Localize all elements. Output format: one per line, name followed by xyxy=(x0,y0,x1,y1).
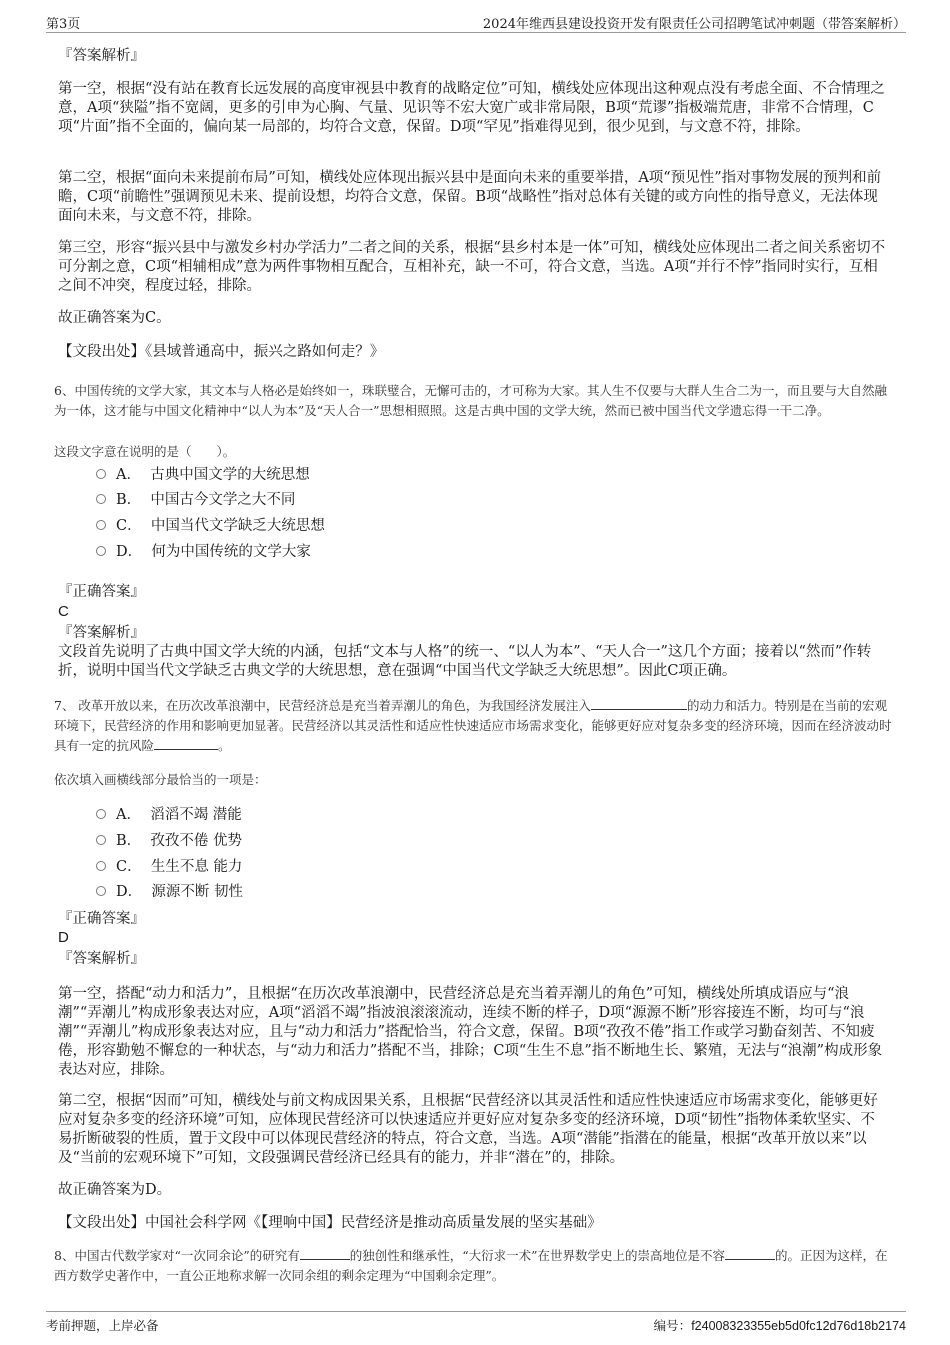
q7-analysis-para2: 第二空，根据“因而”可知，横线处与前文构成因果关系，且根据“民营经济以其灵活性和适应性快速适应市场需求变化，能够更好应对复杂多变的经济环境”可知，应体现民营经济可以快速适应并更好应对复杂多变的经济环境，D项“韧性”指物体柔软坚实、不易折断破裂的性质，置于文段中可以体现民营经济的特点，符合文意，当选。A项“潜能”指潜在的能量，根据“改革开放以来”以及“当前的宏观环境下”可知，文段强调民营经济已经具有的能力，并非“潜在”的，排除。 xyxy=(58,1093,878,1166)
fill-blank-2 xyxy=(154,737,218,750)
radio-button-icon[interactable] xyxy=(96,494,106,504)
document-title: 2024年维西县建设投资开发有限责任公司招聘笔试冲刺题（带答案解析） xyxy=(482,17,906,32)
page-header xyxy=(46,10,906,33)
q7-analysis-para1: 第一空，搭配“动力和活力”，且根据“在历次改革浪潮中，民营经济总是充当着弄潮儿的角色”可知，横线处所填成语应与“浪潮”“弄潮儿”构成形象表达对应，A项“滔滔不竭”指波浪滚滚流动，连续不断的样子，D项“源源不断”形容接连不断，均可与“浪潮”“弄潮儿”构成形象表达对应，且与“动力和活力”搭配恰当，符合文意，保留。B项“孜孜不倦”指工作或学习勤奋刻苦、不知疲倦，形容勤勉不懈怠的一种状态，与“动力和活力”搭配不当，排除；C项“生生不息”指不断地生长、繁殖，无法与“浪潮”构成形象表达对应，排除。 xyxy=(58,986,883,1078)
q7-analysis-label: 『答案解析』 xyxy=(58,951,145,967)
radio-button-icon[interactable] xyxy=(96,886,106,896)
page-footer xyxy=(46,1311,906,1332)
radio-button-icon[interactable] xyxy=(96,809,106,819)
q8-stem: 8、中国古代数学家对“一次同余论”的研究有 的独创性和继承性，“大衍求一术”在世界数学史上的崇高地位是不容 的。正因为这样，在西方数学史著作中，一直公正地称求解一次同余组的剩余定理为“中国剩余定理”。 xyxy=(54,1248,888,1283)
document-code: 编号：f24008323355eb5d0fc12d76d18b2174 xyxy=(653,1318,906,1333)
q5-analysis-para3: 第三空，形容“振兴县中与激发乡村办学活力”二者之间的关系，根据“县乡村本是一体”可知，横线处应体现出二者之间关系密切不可分割之意，C项“相辅相成”意为两件事物相互配合，互相补充，缺一不可，符合文意，当选。A项“并行不悖”指同时实行，互相之间不冲突，程度过轻，排除。 xyxy=(58,240,886,294)
q6-option-a[interactable]: A． 古典中国文学的大统思想 xyxy=(96,465,310,485)
q6-option-b[interactable]: B． 中国古今文学之大不同 xyxy=(96,490,295,510)
q6-option-c[interactable]: C． 中国当代文学缺乏大统思想 xyxy=(96,516,325,536)
q5-source: 【文段出处】《县域普通高中，振兴之路如何走？》 xyxy=(58,344,385,360)
q5-conclusion: 故正确答案为C。 xyxy=(58,310,171,326)
q7-answer: D xyxy=(58,929,69,946)
fill-blank-2 xyxy=(725,1247,775,1260)
q7-option-a[interactable]: A． 滔滔不竭 潜能 xyxy=(96,805,242,825)
radio-button-icon[interactable] xyxy=(96,861,106,871)
q7-option-b[interactable]: B． 孜孜不倦 优势 xyxy=(96,831,242,851)
q7-answer-label: 『正确答案』 xyxy=(58,911,145,927)
q6-prompt: 这段文字意在说明的是（ ）。 xyxy=(54,444,236,459)
footer-slogan: 考前押题，上岸必备 xyxy=(46,1318,159,1333)
fill-blank-1 xyxy=(591,697,687,710)
q7-option-c[interactable]: C． 生生不息 能力 xyxy=(96,857,242,877)
q7-stem: 7、 改革开放以来，在历次改革浪潮中，民营经济总是充当着弄潮儿的角色，为我国经济发展注入 的动力和活力。特别是在当前的宏观环境下，民营经济的作用和影响更加显著。民营经济以其灵活性和适应性快速适应市场需求变化，能够更好应对复杂多变的经济环境，因而在经济波动时具有一定的抗风险 。 xyxy=(54,698,892,753)
page-number: 第3页 xyxy=(46,17,81,32)
q5-analysis-label: 『答案解析』 xyxy=(58,48,145,64)
q6-answer-label: 『正确答案』 xyxy=(58,584,145,600)
q5-analysis-para1: 第一空，根据“没有站在教育长远发展的高度审视县中教育的战略定位”可知，横线处应体现出这种观点没有考虑全面、不合情理之意，A项“狭隘”指不宽阔，更多的引申为心胸、气量、见识等不宏大宽广或非常局限，B项“荒谬”指极端荒唐，非常不合情理，C项“片面”指不全面的，偏向某一局部的，均符合文意，保留。D项“罕见”指难得见到，很少见到，与文意不符，排除。 xyxy=(58,81,885,135)
q5-analysis-para2: 第二空，根据“面向未来提前布局”可知，横线处应体现出振兴县中是面向未来的重要举措，A项“预见性”指对事物发展的预判和前瞻，C项“前瞻性”强调预见未来、提前设想，均符合文意，保留。B项“战略性”指对总体有关键的或方向性的指导意义，无法体现面向未来，与文意不符，排除。 xyxy=(58,170,882,224)
fill-blank-1 xyxy=(300,1247,350,1260)
radio-button-icon[interactable] xyxy=(96,835,106,845)
q6-analysis: 文段首先说明了古典中国文学大统的内涵，包括“文本与人格”的统一、“以人为本”、“天人合一”这几个方面；接着以“然而”作转折，说明中国当代文学缺乏古典文学的大统思想，意在强调“中国当代文学缺乏大统思想”。因此C项正确。 xyxy=(58,644,872,679)
q6-option-d[interactable]: D． 何为中国传统的文学大家 xyxy=(96,542,311,562)
q6-stem: 6、中国传统的文学大家，其文本与人格必是始终如一，珠联璧合，无懈可击的，才可称为大家。其人生不仅要与大群人生合二为一，而且要与大自然融为一体，这才能与中国文化精神中“以人为本”及“天人合一”思想相照照。这是古典中国的文学大统，然而已被中国当代文学遗忘得一干二净。 xyxy=(54,383,887,418)
q7-source: 【文段出处】中国社会科学网《【理响中国】民营经济是推动高质量发展的坚实基础》 xyxy=(58,1215,602,1231)
q6-answer: C xyxy=(58,603,69,620)
radio-button-icon[interactable] xyxy=(96,520,106,530)
radio-button-icon[interactable] xyxy=(96,546,106,556)
q7-conclusion: 故正确答案为D。 xyxy=(58,1182,172,1198)
q7-prompt: 依次填入画横线部分最恰当的一项是： xyxy=(54,772,267,787)
q7-option-d[interactable]: D． 源源不断 韧性 xyxy=(96,882,243,902)
q6-analysis-label: 『答案解析』 xyxy=(58,625,145,641)
radio-button-icon[interactable] xyxy=(96,469,106,479)
